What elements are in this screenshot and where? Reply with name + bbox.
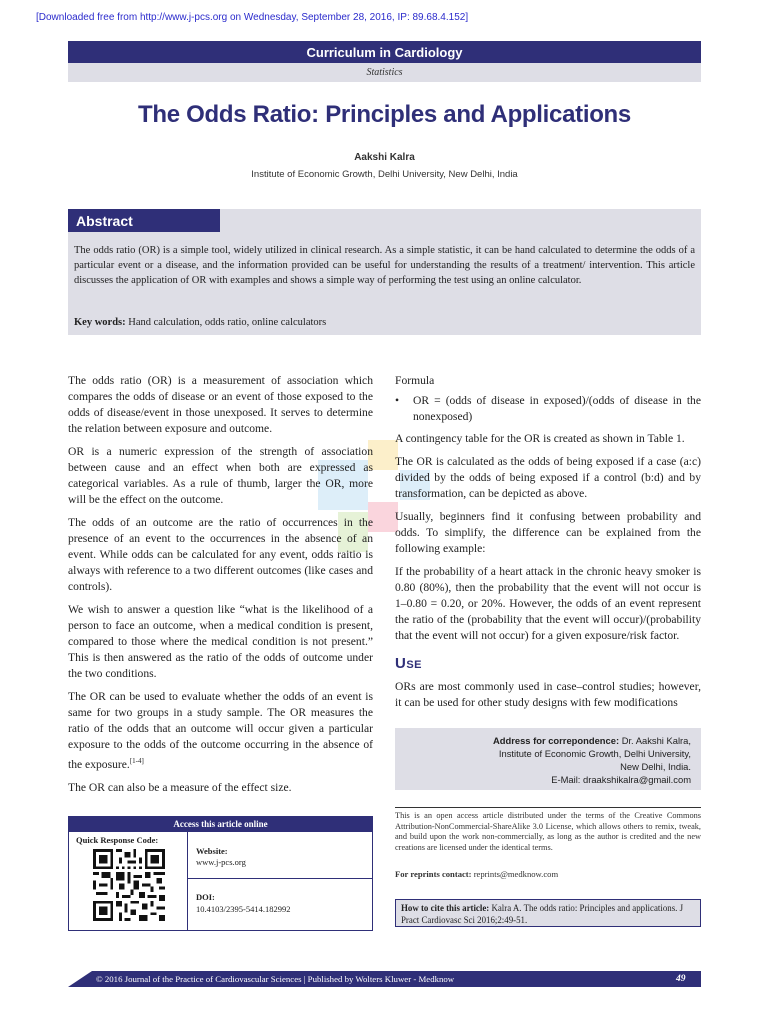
address-line: New Delhi, India. <box>620 761 691 772</box>
access-online-heading: Access this article online <box>68 816 373 832</box>
correspondence-address <box>395 728 701 790</box>
paragraph: Usually, beginners find it confusing between probability and odds. To simplify, the difference can be explained from the following example: <box>395 510 701 555</box>
article-title: The Odds Ratio: Principles and Applications <box>138 101 631 128</box>
heading-initial: U <box>395 655 407 672</box>
address-line <box>395 734 691 747</box>
qr-code-icon[interactable] <box>93 849 165 921</box>
address-email: E-Mail: draakshikalra@gmail.com <box>551 774 691 785</box>
keywords-label: Key words: <box>74 317 126 328</box>
download-note: [Downloaded free from http://www.j-pcs.org on Wednesday, September 28, 2016, IP: 89.68.4.152] <box>36 12 469 23</box>
abstract-text: The odds ratio (OR) is a simple tool, widely utilized in clinical research. As a simple statistic, it can be hand calculated to determine the odds of a particular event or a disease, and the information provided can be useful for understanding the results of a treatment/ intervention. This article discusses the application of OR with examples and shows a simple way of performing the test using an online calculator. <box>74 245 695 286</box>
divider <box>187 832 188 931</box>
website-label: Website: <box>196 846 228 856</box>
reprints-email: reprints@medknow.com <box>473 869 559 879</box>
qr-label: Quick Response Code: <box>76 835 159 845</box>
divider <box>395 807 701 808</box>
subsection-band: Statistics <box>68 63 701 82</box>
paragraph: The odds ratio (OR) is a measurement of association which compares the odds of disease or an event of those exposed to the odds of disease/event in those unexposed. It serves to determine the relation between exposure and outcome. <box>68 374 373 435</box>
license-text: This is an open access article distributed under the terms of the Creative Commons Attribution-NonCommercial-ShareAlike 3.0 License, which allows others to remix, tweak, and build upon the work non-commercially, as long as the author is credited and the new creations are licensed under the identical terms. <box>395 811 701 852</box>
paragraph: OR is a numeric expression of the strength of association between cause and an effect when both are expressed as categorical variables. As a rule of thumb, larger the OR, more will be the effect on the outcome. <box>68 445 373 506</box>
footer-copyright: © 2016 Journal of the Practice of Cardiovascular Sciences | Published by Wolters Kluwer - Medknow <box>96 974 455 984</box>
author-affiliation: Institute of Economic Growth, Delhi University, New Delhi, India <box>251 169 518 180</box>
paragraph: If the probability of a heart attack in the chronic heavy smoker is 0.80 (80%), then the probability that the event will not occur is 1–0.80 = 0.20, or 20%. However, the odds of an event represent the ratio of the (probability that the event will occur)/(probability that the event will not occur) for a given exposure/risk factor. <box>395 565 701 642</box>
keywords-list: Hand calculation, odds ratio, online calculators <box>128 317 327 328</box>
address-line: Institute of Economic Growth, Delhi University, <box>498 748 691 759</box>
author-name: Aakshi Kalra <box>354 152 415 163</box>
journal-section-band: Curriculum in Cardiology <box>68 41 701 63</box>
abstract-heading: Abstract <box>68 209 220 232</box>
paragraph: A contingency table for the OR is created as shown in Table 1. <box>395 432 685 445</box>
address-label: Address for correpondence: <box>493 735 620 746</box>
paragraph: ORs are most commonly used in case–control studies; however, it can be used for other study designs with few modifications <box>395 680 701 709</box>
reprints-contact <box>395 869 558 879</box>
paragraph: We wish to answer a question like “what is the likelihood of a person to face an outcome, when a medical condition is present, compared to those where the medical condition is not present.” This is then answered as the ratio of the odds of outcome under the two conditions. <box>68 603 373 680</box>
heading-rest: SE <box>406 659 423 671</box>
doi-label: DOI: <box>196 892 215 902</box>
body-right-column <box>395 373 701 718</box>
paragraph: The OR is calculated as the odds of being exposed if a case (a:c) divided by the odds of being exposed if a control (b:d) and by transformation, can be depicted as above. <box>395 455 701 500</box>
formula-bullet <box>395 393 701 425</box>
section-heading-use <box>395 656 701 673</box>
body-left-column <box>68 373 373 803</box>
paragraph: The OR can also be a measure of the effect size. <box>68 780 292 794</box>
citation-box <box>395 899 701 927</box>
paragraph: The odds of an outcome are the ratio of occurrences in the presence of an event to the occurrences in the absence of an event. While odds can be calculated for any event, odds raitio is always with reference to a two different outcomes (like cases and controls). <box>68 516 373 593</box>
footer-corner-notch <box>68 971 92 987</box>
bullet-icon: • <box>395 394 400 407</box>
formula-text: OR = (odds of disease in exposed)/(odds of disease in the nonexposed) <box>413 394 701 423</box>
reprints-label: For reprints contact: <box>395 869 472 879</box>
citation-text: Kalra A. The odds ratio: Principles and applications. J Pract Cardiovasc Sci 2016;2:49-51. <box>401 903 684 925</box>
address-name: Dr. Aakshi Kalra, <box>621 735 691 746</box>
paragraph-text: The OR can be used to evaluate whether the odds of an event is same for two groups in a study sample. The OR measures the ratio of the odds that an outcome will occur given a particular exposure to the odds of the outcome occurring in the absence of the exposure. <box>68 690 373 771</box>
formula-heading: Formula <box>395 374 435 387</box>
page-number: 49 <box>676 974 686 984</box>
reference-marker: [1-4] <box>129 757 144 765</box>
keywords <box>74 315 695 330</box>
website-link[interactable]: www.j-pcs.org <box>196 857 246 867</box>
citation-label: How to cite this article: <box>401 903 490 913</box>
paragraph <box>68 689 373 773</box>
divider <box>187 878 373 879</box>
doi-link[interactable]: 10.4103/2395-5414.182992 <box>196 904 291 914</box>
